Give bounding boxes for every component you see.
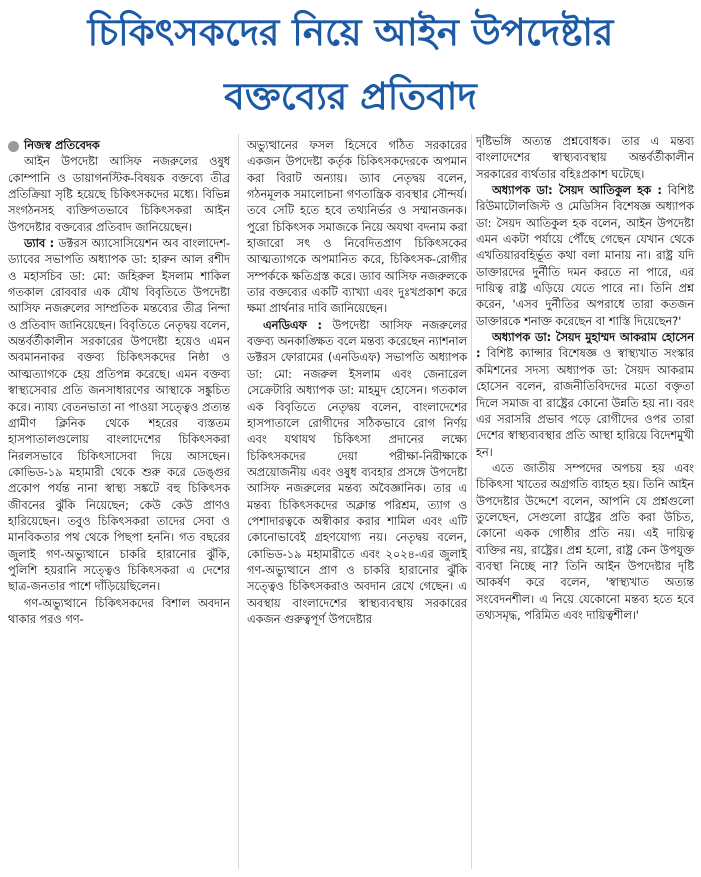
column-divider bbox=[238, 134, 239, 869]
section-lead: ড্যাব : bbox=[24, 237, 55, 251]
section-lead: এনডিএফ : bbox=[263, 318, 322, 332]
paragraph bbox=[476, 330, 694, 461]
article-column-3 bbox=[476, 134, 694, 624]
bullet-icon bbox=[8, 141, 19, 152]
paragraph: অভ্যুত্থানের ফসল হিসেবে গঠিত সরকারের একজন উপদেষ্টা কর্তৃক চিকিৎসকদেরকে অপমান করা বিরাট অন্যায়। ড্যাব নেতৃদ্বয় বলেন, গঠনমূলক সমালোচনা গণতান্ত্রিক ব্যবস্থার সৌন্দর্য। তবে সেটি হতে হবে তথ্যনির্ভর ও সম্মানজনক। পুরো চিকিৎসক সমাজকে নিয়ে অযথা বদনাম করা হাজারো সৎ ও নিবেদিতপ্রাণ চিকিৎসকের আত্মত্যাগকে অপমানিত করে, চিকিৎসক-রোগীর সম্পর্ককে ক্ষতিগ্রস্ত করে। ড্যাব আসিফ নজরুলকে তার বক্তব্যের একটি ব্যাখ্যা এবং দুঃখপ্রকাশ করে ক্ষমা প্রার্থনার দাবি জানিয়েছেন। bbox=[247, 139, 467, 316]
section-lead: অধ্যাপক ডা: সৈয়দ মুহাম্মদ আকরাম হোসেন : bbox=[476, 331, 694, 361]
paragraph-text: বিশিষ্ট রিউমাটোলজিস্ট ও মেডিসিন বিশেষজ্ঞ অধ্যাপক ডা: সৈয়দ আতিকুল হক বলেন, আইন উপদেষ্টা এমন একটা পর্যায়ে পৌঁছে গেছেন যেখান থেকে এখতিয়ারবহির্ভূত কথা বলা মানায় না। রাষ্ট্র যদি ডাক্তারদের দুর্নীতি দমন করতে না পারে, এর দায়িত্ব রাষ্ট্র এড়িয়ে যেতে পারে না। তিনি প্রশ্ন করেন, 'এসব দুর্নীতির অপরাধে তারা কতজন ডাক্তারকে শনাক্ত করেছেন বা শাস্তি দিয়েছেন?' bbox=[476, 184, 694, 328]
article-column-2 bbox=[247, 138, 467, 628]
headline-line-2: বক্তব্যের প্রতিবাদ bbox=[224, 75, 477, 118]
paragraph-text: ডক্টরস অ্যাসোসিয়েশন অব বাংলাদেশ-ড্যাবের সভাপতি অধ্যাপক ডা: হারুন আল রশীদ ও মহাসচিব ডা: মো: জহিরুল ইসলাম শাকিল গতকাল রোববার এক যৌথ বিবৃতিতে উপদেষ্টা আসিফ নজরুলের সাম্প্রতিক মন্তব্যের তীব্র নিন্দা ও প্রতিবাদ জানিয়েছেন। বিবৃতিতে নেতৃদ্বয় বলেন, অন্তর্বর্তীকালীন সরকারের উপদেষ্টা হয়েও এমন অবমাননাকর বক্তব্য চিকিৎসকদের নিষ্ঠা ও আত্মত্যাগকে হেয় প্রতিপন্ন করেছে। এমন বক্তব্য স্বাস্থ্যসেবার প্রতি জনসাধারণের আস্থাকে সঙ্কুচিত করে। ন্যায্য বেতনভাতা না পাওয়া সত্ত্বেও প্রত্যন্ত গ্রামীণ ক্লিনিক থেকে শহরের ব্যস্ততম হাসপাতালগুলোয় বাংলাদেশের চিকিৎসকরা নিরলসভাবে চিকিৎসাসেবা দিয়ে আসছেন। কোভিড-১৯ মহামারী থেকে শুরু করে ডেঙ্গুর প্রকোপ পর্যন্ত নানা স্বাস্থ্য সঙ্কটে বহু চিকিৎসক জীবনের ঝুঁকি নিয়েছেন; কেউ কেউ প্রাণও হারিয়েছেন। তবুও চিকিৎসকরা তাদের সেবা ও মানবিকতার পথ থেকে পিছপা হননি। গত বছরের জুলাই গণ-অভ্যুত্থানে চাকরি হারানোর ঝুঁকি, পুলিশি হয়রানি সত্ত্বেও চিকিৎসকরা এ দেশের ছাত্র-জনতার পাশে দাঁড়িয়েছিলেন। bbox=[8, 237, 231, 594]
byline-text: নিজস্ব প্রতিবেদক bbox=[24, 139, 100, 152]
article-column-1 bbox=[8, 138, 230, 628]
byline bbox=[8, 138, 230, 154]
paragraph-text: বিশিষ্ট ক্যান্সার বিশেষজ্ঞ ও স্বাস্থ্যখাত সংস্কার কমিশনের সদস্য অধ্যাপক ডা: সৈয়দ আকরাম হোসেন বলেন, রাজনীতিবিদদের মতো বক্তৃতা দিলে সমাজ বা রাষ্ট্রের কোনো উন্নতি হয় না। বরং এর সরাসরি প্রভাব পড়ে রোগীদের ওপর তারা দেশের স্বাস্থ্যব্যবস্থার প্রতি আস্থা হারিয়ে বিদেশমুখী হন। bbox=[476, 347, 694, 459]
paragraph-text: উপদেষ্টা আসিফ নজরুলের বক্তব্য অনকাঙ্ক্ষিত বলে মন্তব্য করেছেন ন্যাশনাল ডক্টরস ফোরামের (এনডিএফ) সভাপতি অধ্যাপক ডা: মো: নজরুল ইসলাম এবং জেনারেল সেক্রেটারি অধ্যাপক ডা: মাহমুদ হোসেন। গতকাল এক বিবৃতিতে নেতৃদ্বয় বলেন, বাংলাদেশের হাসপাতালে রোগীদের সঠিকভাবে রোগ নির্ণয় এবং যথাযথ চিকিৎসা প্রদানের লক্ষ্যে চিকিৎসকদের দেয়া পরীক্ষা-নিরীক্ষাকে অপ্রয়োজনীয় এবং ওষুধ ব্যবহার প্রসঙ্গে উপদেষ্টা আসিফ নজরুলের মন্তব্য অবৈজ্ঞানিক। তার এ মন্তব্য চিকিৎসকদের অক্লান্ত পরিশ্রম, ত্যাগ ও পেশাদারত্বকে অস্বীকার করার শামিল এবং এটি কোনোভাবেই গ্রহণযোগ্য নয়। নেতৃদ্বয় বলেন, কোভিড-১৯ মহামারীতে এবং ২০২৪-এর জুলাই গণ-অভ্যুত্থানে প্রাণ ও চাকরি হারানোর ঝুঁকি সত্ত্বেও চিকিৎসকরাও অবদান রেখে গেছেন। এ অবস্থায় বাংলাদেশের স্বাস্থ্যব্যবস্থায় সরকারের একজন গুরুত্বপূর্ণ উপদেষ্টার bbox=[247, 318, 467, 626]
headline-line-1: চিকিৎসকদের নিয়ে আইন উপদেষ্টার bbox=[87, 11, 614, 54]
section-lead: অধ্যাপক ডা: সৈয়দ আতিকুল হক : bbox=[492, 184, 662, 198]
headline bbox=[0, 6, 701, 124]
paragraph: দৃষ্টিভঙ্গি অত্যন্ত প্রশ্নবোধক। তার এ মন্তব্য বাংলাদেশের স্বাস্থ্যব্যবস্থায় অন্তর্বর্তীকালীন সরকারের ব্যর্থতার বহিঃপ্রকাশ ঘটেছে। bbox=[476, 135, 694, 181]
paragraph bbox=[476, 183, 694, 330]
column-divider bbox=[471, 134, 472, 869]
paragraph: গণ-অভ্যুত্থানে চিকিৎসকদের বিশাল অবদান থাকার পরও গণ- bbox=[8, 596, 230, 626]
paragraph bbox=[8, 236, 230, 596]
paragraph: আইন উপদেষ্টা আসিফ নজরুলের ওষুধ কোম্পানি ও ডায়াগনস্টিক-বিষয়ক বক্তব্যে তীব্র প্রতিক্রিয়া সৃষ্টি হয়েছে চিকিৎসকদের মধ্যে। বিভিন্ন সংগঠনসহ ব্যক্তিগতভাবে চিকিৎসকরা আইন উপদেষ্টার বক্তব্যের প্রতিবাদ জানিয়েছেন। bbox=[8, 155, 230, 234]
paragraph bbox=[247, 318, 467, 629]
paragraph: এতে জাতীয় সম্পদের অপচয় হয় এবং চিকিৎসা খাতের অগ্রগতি ব্যাহত হয়। তিনি আইন উপদেষ্টার উদ্দেশে বলেন, আপনি যে প্রশ্নগুলো তুলেছেন, সেগুলো রাষ্ট্রের প্রতি করা উচিত, কোনো একক গোষ্ঠীর প্রতি নয়। এই দায়িত্ব ব্যক্তির নয়, রাষ্ট্রের। প্রশ্ন হলো, রাষ্ট্র কেন উপযুক্ত ব্যবস্থা নিচ্ছে না? তিনি আইন উপদেষ্টার দৃষ্টি আকর্ষণ করে বলেন, 'স্বাস্থ্যখাত অত্যন্ত সংবেদনশীল। এ নিয়ে যেকোনো মন্তব্য হতে হবে তথ্যসমৃদ্ধ, পরিমিত এবং দায়িত্বশীল।' bbox=[476, 461, 694, 622]
